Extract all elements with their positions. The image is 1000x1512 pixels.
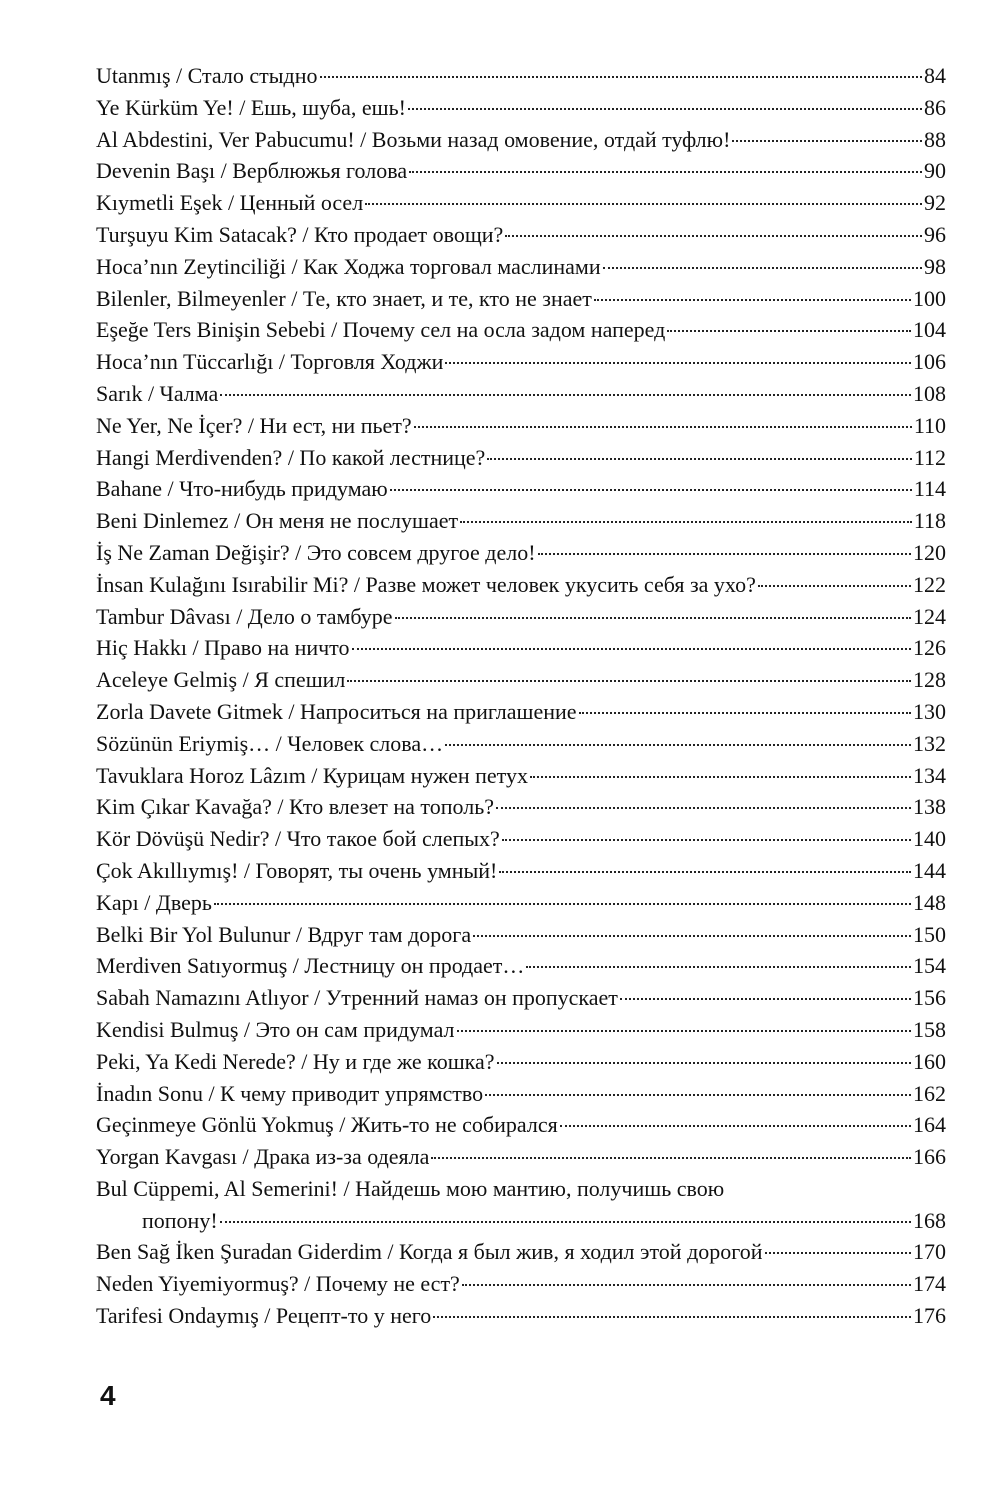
dot-leader (505, 235, 922, 237)
dot-leader (487, 458, 912, 460)
toc-entry-page: 128 (913, 667, 946, 693)
toc-entry (96, 314, 946, 346)
dot-leader (408, 108, 922, 110)
dot-leader (499, 871, 911, 873)
toc-entry-page: 120 (913, 539, 946, 565)
toc-entry-title: Tarifesi Ondaymış / Рецепт-то у него (96, 1303, 432, 1329)
toc-entry-title: Çok Akıllıymış! / Говорят, ты очень умный! (96, 857, 498, 883)
dot-leader (526, 966, 911, 968)
toc-entry-page: 124 (913, 603, 946, 629)
toc-entry-title: Belki Bir Yol Bulunur / Вдруг там дорога (96, 921, 472, 947)
toc-entry-page: 132 (913, 730, 946, 756)
toc-entry-title: Utanmış / Стало стыдно (96, 63, 318, 88)
dot-leader (603, 267, 922, 269)
toc-entry-title: Hoca’nın Zeytinciliği / Как Ходжа торговал маслинами (96, 253, 601, 279)
dot-leader (765, 1252, 911, 1254)
dot-leader (365, 203, 922, 205)
toc-entry-title: Kör Dövüşü Nedir? / Что такое бой слепых? (96, 826, 500, 852)
dot-leader (579, 712, 911, 714)
toc-entry-title: Ne Yer, Ne İçer? / Ни ест, ни пьет? (96, 412, 412, 438)
dot-leader (758, 585, 911, 587)
toc-entry-page: 114 (913, 476, 946, 502)
dot-leader (473, 935, 911, 937)
toc-entry (96, 982, 946, 1014)
toc-entry-page: 86 (924, 94, 946, 120)
dot-leader (496, 807, 911, 809)
toc-entry-page: 112 (913, 444, 946, 470)
dot-leader (220, 394, 911, 396)
dot-leader (620, 998, 911, 1000)
toc-entry-page: 110 (913, 412, 946, 438)
dot-leader (594, 299, 911, 301)
dot-leader (320, 76, 923, 78)
toc-entry-page: 90 (924, 158, 946, 184)
toc-entry-title: Hiç Hakkı / Право на ничто (96, 635, 350, 661)
toc-entry-title: Eşeğe Ters Binişin Sebebi / Почему сел на осла задом наперед (96, 317, 666, 343)
dot-leader (502, 839, 911, 841)
dot-leader (460, 521, 912, 523)
toc-entry-title: İnsan Kulağını Isırabilir Mi? / Разве может человек укусить себя за ухо? (96, 571, 756, 597)
dot-leader (560, 1125, 911, 1127)
toc-entry (96, 919, 946, 951)
toc-entry (96, 60, 946, 92)
toc-entry (96, 791, 946, 823)
toc-entry-page: 160 (913, 1048, 946, 1074)
toc-entry-page: 162 (913, 1080, 946, 1106)
toc-entry (96, 92, 946, 124)
toc-entry (96, 760, 946, 792)
toc-entry (96, 696, 946, 728)
dot-leader (433, 1316, 911, 1318)
toc-entry-title: Sözünün Eriymiş… / Человек слова… (96, 730, 444, 756)
toc-entry-page: 140 (913, 826, 946, 852)
toc-entry (96, 823, 946, 855)
toc-entry (96, 187, 946, 219)
toc-entry (96, 505, 946, 537)
toc-entry (96, 728, 946, 760)
toc-entry-page: 138 (913, 794, 946, 820)
dot-leader (667, 330, 911, 332)
toc-entry-page: 176 (913, 1303, 946, 1329)
toc-entry-title-line2: попону! (142, 1207, 218, 1233)
toc-entry-page: 96 (924, 221, 946, 247)
toc-entry-title: Al Abdestini, Ver Pabucumu! / Возьми назад омовение, отдай туфлю! (96, 126, 731, 152)
dot-leader (220, 1221, 911, 1223)
toc-entry-title-line1: Bul Cüppemi, Al Semerini! / Найдешь мою мантию, получишь свою (96, 1175, 725, 1201)
toc-entry-line2 (96, 1205, 946, 1237)
dot-leader (390, 489, 912, 491)
toc-entry-page: 88 (924, 126, 946, 152)
toc-entry-title: Kıymetli Eşek / Ценный осел (96, 190, 364, 216)
toc-entry-page: 92 (924, 190, 946, 216)
toc-entry-title: İnadın Sonu / К чему приводит упрямство (96, 1080, 484, 1106)
toc-entry (96, 442, 946, 474)
toc-entry-page: 130 (913, 698, 946, 724)
toc-entry-page: 100 (913, 285, 946, 311)
table-of-contents (96, 60, 946, 1332)
toc-entry-title: Bahane / Что-нибудь придумаю (96, 476, 388, 502)
toc-entry-page: 158 (913, 1016, 946, 1042)
toc-entry (96, 601, 946, 633)
toc-entry (96, 855, 946, 887)
toc-entry-page: 134 (913, 762, 946, 788)
toc-entry (96, 378, 946, 410)
toc-entry (96, 1300, 946, 1332)
toc-entry-title: Merdiven Satıyormuş / Лестницу он продает… (96, 953, 525, 979)
toc-entry-title: Yorgan Kavgası / Драка из-за одеяла (96, 1144, 430, 1170)
toc-entry-page: 174 (913, 1271, 946, 1297)
toc-entry (96, 124, 946, 156)
dot-leader (485, 1094, 911, 1096)
toc-entry (96, 537, 946, 569)
page-number: 4 (100, 1380, 116, 1411)
toc-entry-title: Ben Sağ İken Şuradan Giderdim / Когда я был жив, я ходил этой дорогой (96, 1239, 763, 1265)
dot-leader (457, 1030, 911, 1032)
toc-entry-page: 150 (913, 921, 946, 947)
toc-entry (96, 664, 946, 696)
toc-entry (96, 569, 946, 601)
toc-entry-title: Geçinmeye Gönlü Yokmuş / Жить-то не собирался (96, 1112, 558, 1138)
toc-entry (96, 283, 946, 315)
toc-entry-page: 164 (913, 1112, 946, 1138)
toc-entry (96, 950, 946, 982)
dot-leader (530, 776, 911, 778)
dot-leader (445, 744, 911, 746)
dot-leader (538, 553, 911, 555)
toc-entry-title: Turşuyu Kim Satacak? / Кто продает овощи? (96, 221, 504, 247)
toc-entry (96, 887, 946, 919)
toc-entry-title: Tavuklara Horoz Lâzım / Курицам нужен петух (96, 762, 528, 788)
toc-entry-title: Peki, Ya Kedi Nerede? / Ну и где же кошка? (96, 1048, 495, 1074)
toc-entry-page: 122 (913, 571, 946, 597)
dot-leader (445, 362, 911, 364)
toc-entry-page: 84 (924, 63, 946, 88)
toc-entry (96, 632, 946, 664)
toc-entry-title: Bilenler, Bilmeyenler / Те, кто знает, и те, кто не знает (96, 285, 592, 311)
dot-leader (732, 140, 922, 142)
toc-entry (96, 410, 946, 442)
toc-entry-page: 106 (913, 349, 946, 375)
dot-leader (352, 648, 911, 650)
toc-entry-title: Kim Çıkar Kavağa? / Кто влезет на тополь? (96, 794, 495, 820)
toc-entry (96, 1078, 946, 1110)
dot-leader (497, 1062, 911, 1064)
toc-entry-title: Zorla Davete Gitmek / Напроситься на приглашение (96, 698, 577, 724)
toc-entry-title: Ye Kürküm Ye! / Ешь, шуба, ешь! (96, 94, 406, 120)
toc-entry (96, 1014, 946, 1046)
toc-entry-title: Neden Yiyemiyormuş? / Почему не ест? (96, 1271, 460, 1297)
toc-entry-title: Aceleye Gelmiş / Я спешил (96, 667, 346, 693)
toc-entry (96, 1046, 946, 1078)
toc-entry-page: 144 (913, 857, 946, 883)
toc-entry-page: 166 (913, 1144, 946, 1170)
toc-entry (96, 155, 946, 187)
dot-leader (395, 617, 911, 619)
toc-entry-page: 154 (913, 953, 946, 979)
toc-entry-title: Sabah Namazını Atlıyor / Утренний намаз он пропускает (96, 985, 618, 1011)
toc-entry-page: 126 (913, 635, 946, 661)
toc-entry-title: Kapı / Дверь (96, 889, 212, 915)
toc-entry-page: 148 (913, 889, 946, 915)
toc-entry-title: Beni Dinlemez / Он меня не послушает (96, 508, 459, 534)
toc-entry-page: 156 (913, 985, 946, 1011)
dot-leader (431, 1157, 911, 1159)
dot-leader (214, 903, 911, 905)
toc-entry-title: Hangi Merdivenden? / По какой лестнице? (96, 444, 486, 470)
toc-entry (96, 1268, 946, 1300)
toc-entry-title: Hoca’nın Tüccarlığı / Торговля Ходжи (96, 349, 444, 375)
toc-entry-page: 108 (913, 380, 946, 406)
toc-entry (96, 1236, 946, 1268)
toc-entry (96, 346, 946, 378)
dot-leader (462, 1284, 911, 1286)
toc-entry-title: Kendisi Bulmuş / Это он сам придумал (96, 1016, 455, 1042)
toc-entry-page: 118 (913, 508, 946, 534)
toc-entry (96, 251, 946, 283)
dot-leader (409, 171, 922, 173)
dot-leader (347, 680, 911, 682)
toc-entry (96, 219, 946, 251)
toc-entry-page: 104 (913, 317, 946, 343)
toc-entry (96, 1141, 946, 1173)
toc-entry-title: İş Ne Zaman Değişir? / Это совсем другое дело! (96, 539, 536, 565)
toc-entry (96, 1109, 946, 1141)
toc-entry (96, 473, 946, 505)
toc-entry-page: 98 (924, 253, 946, 279)
toc-entry-title: Devenin Başı / Верблюжья голова (96, 158, 408, 184)
toc-entry-page: 168 (913, 1207, 946, 1233)
toc-entry-title: Tambur Dâvası / Дело о тамбуре (96, 603, 393, 629)
toc-entry-page: 170 (913, 1239, 946, 1265)
toc-entry-multiline (96, 1173, 946, 1237)
toc-entry-title: Sarık / Чалма (96, 380, 219, 406)
dot-leader (414, 426, 912, 428)
